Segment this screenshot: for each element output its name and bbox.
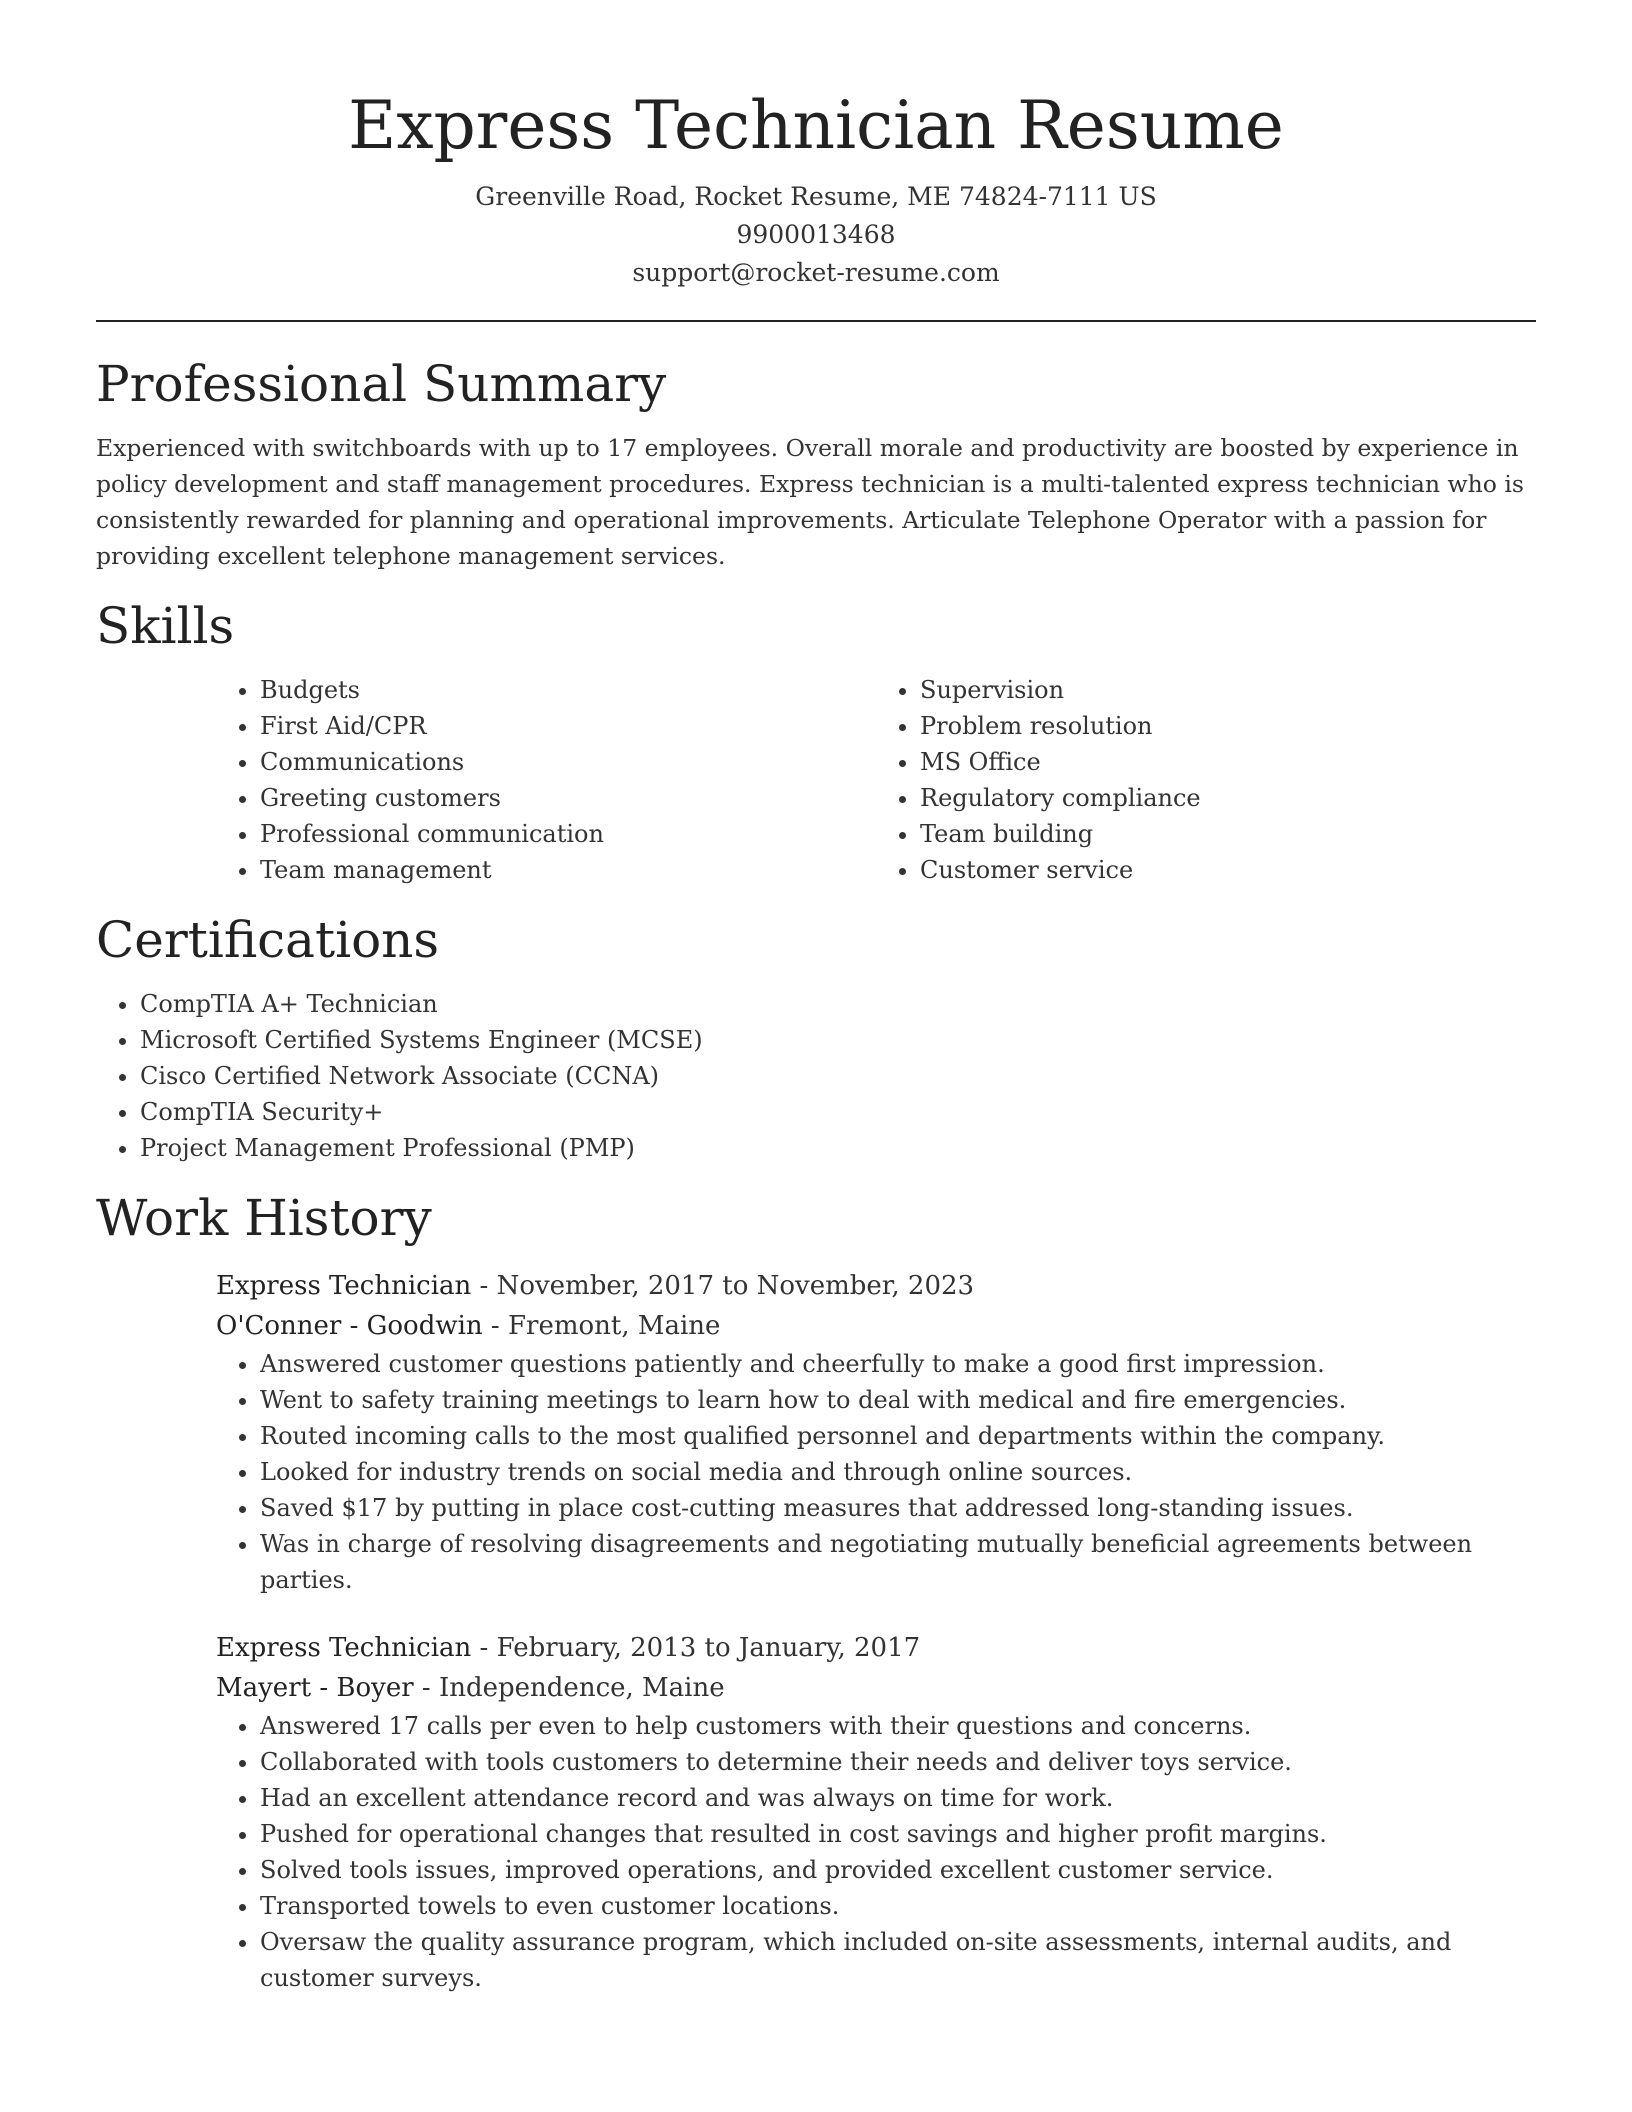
- list-item: • Problem resolution: [920, 708, 1536, 744]
- contact-info: [96, 178, 1536, 292]
- job-title-line: [216, 1628, 1536, 1668]
- work-history-section: [96, 1186, 1536, 1996]
- summary-text: Experienced with switchboards with up to 17 employees. Overall morale and productivity are boosted by experience in policy development and staff management procedures. Express technician is a multi-talented express technician who is consistently rewarded for planning and operational improvements. Articulate Telephone Operator with a passion for providing excellent telephone management services.: [96, 434, 1524, 570]
- list-item: • Microsoft Certified Systems Engineer (MCSE): [140, 1022, 1536, 1058]
- email-address: support@rocket-resume.com: [632, 258, 1000, 287]
- list-item: • Was in charge of resolving disagreements and negotiating mutually beneficial agreements between parties.: [260, 1526, 1536, 1598]
- header-divider: [96, 320, 1536, 322]
- list-item: • Looked for industry trends on social media and through online sources.: [260, 1454, 1536, 1490]
- list-item: • Customer service: [920, 852, 1536, 888]
- certifications-heading: Certifications: [96, 911, 440, 969]
- list-item: • Communications: [260, 744, 876, 780]
- job-employer: Mayert - Boyer: [216, 1673, 414, 1703]
- skills-grid: [216, 672, 1536, 888]
- resume-title: Express Technician Resume: [348, 87, 1284, 164]
- list-item: • Pushed for operational changes that resulted in cost savings and higher profit margins.: [260, 1816, 1536, 1852]
- job-entry: [216, 1628, 1536, 1996]
- list-item: • MS Office: [920, 744, 1536, 780]
- list-item: • Project Management Professional (PMP): [140, 1130, 1536, 1166]
- list-item: • Transported towels to even customer locations.: [260, 1888, 1536, 1924]
- list-item: • First Aid/CPR: [260, 708, 876, 744]
- job-role: Express Technician: [216, 1271, 472, 1301]
- job-employer: O'Conner - Goodwin: [216, 1311, 483, 1341]
- job-entry: [216, 1266, 1536, 1598]
- list-item: • Regulatory compliance: [920, 780, 1536, 816]
- list-item: • Team management: [260, 852, 876, 888]
- address: Greenville Road, Rocket Resume, ME 74824-7111 US: [475, 182, 1157, 211]
- skills-heading: Skills: [96, 597, 235, 655]
- list-item: • Solved tools issues, improved operations, and provided excellent customer service.: [260, 1852, 1536, 1888]
- list-item: • Answered customer questions patiently and cheerfully to make a good first impression.: [260, 1346, 1536, 1382]
- job-bullets: [216, 1346, 1536, 1598]
- list-item: • Greeting customers: [260, 780, 876, 816]
- list-item: • Had an excellent attendance record and was always on time for work.: [260, 1780, 1536, 1816]
- list-item: • Supervision: [920, 672, 1536, 708]
- resume-header: [96, 0, 1536, 292]
- list-item: • Cisco Certified Network Associate (CCNA): [140, 1058, 1536, 1094]
- job-title-line: [216, 1266, 1536, 1306]
- certifications-list: [96, 986, 1536, 1166]
- list-item: • Team building: [920, 816, 1536, 852]
- list-item: • Collaborated with tools customers to determine their needs and deliver toys service.: [260, 1744, 1536, 1780]
- job-company-line: [216, 1668, 1536, 1708]
- job-bullets: [216, 1708, 1536, 1996]
- job-location: - Independence, Maine: [413, 1673, 725, 1703]
- job-location: - Fremont, Maine: [482, 1311, 721, 1341]
- job-company-line: [216, 1306, 1536, 1346]
- skills-list-right: [876, 672, 1536, 888]
- summary-heading: Professional Summary: [96, 355, 667, 413]
- list-item: • Professional communication: [260, 816, 876, 852]
- work-history-heading: Work History: [96, 1189, 432, 1247]
- job-dates: - February, 2013 to January, 2017: [471, 1633, 921, 1663]
- list-item: • Answered 17 calls per even to help customers with their questions and concerns.: [260, 1708, 1536, 1744]
- list-item: • CompTIA A+ Technician: [140, 986, 1536, 1022]
- certifications-section: [96, 908, 1536, 1166]
- job-role: Express Technician: [216, 1633, 472, 1663]
- skills-section: [96, 594, 1536, 888]
- list-item: • Budgets: [260, 672, 876, 708]
- list-item: • Routed incoming calls to the most qualified personnel and departments within the company.: [260, 1418, 1536, 1454]
- list-item: • Saved $17 by putting in place cost-cutting measures that addressed long-standing issues.: [260, 1490, 1536, 1526]
- list-item: • Went to safety training meetings to learn how to deal with medical and fire emergencies.: [260, 1382, 1536, 1418]
- skills-list-left: [216, 672, 876, 888]
- list-item: • CompTIA Security+: [140, 1094, 1536, 1130]
- phone-number: 9900013468: [736, 220, 896, 249]
- list-item: • Oversaw the quality assurance program, which included on-site assessments, internal audits, and customer surveys.: [260, 1924, 1536, 1996]
- job-dates: - November, 2017 to November, 2023: [471, 1271, 975, 1301]
- summary-section: [96, 352, 1536, 574]
